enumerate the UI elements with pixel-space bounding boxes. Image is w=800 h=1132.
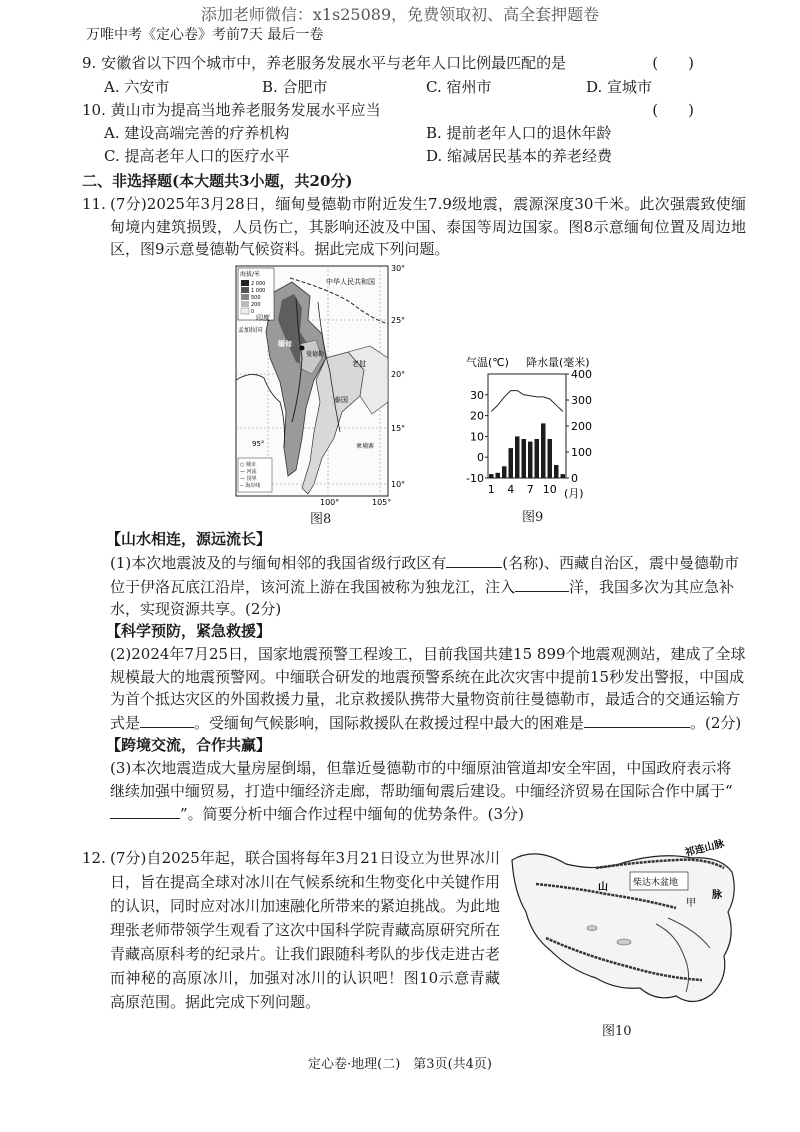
precipitation-bar [554,465,559,478]
right-axis-tick-label: 400 [571,368,592,381]
question-12-text: (7分)自2025年起，联合国将每年3月21日设立为世界冰川日，旨在提高全球对冰川在气候系统和生物变化中关键作用的认识，同时应对冰川加速融化所带来的紧迫挑战。为此地理张老师带领学生观看了这次中国科学院青藏高原研究所在青藏高原科考的纪录片。让我们跟随科考队的步伐走进古老而神秘的高原冰川，加强对冰川的认识吧！图10示意青藏高原范围。据此完成下列问题。 [110,849,501,1011]
figure-8-caption: 图8 [310,512,332,527]
part-2-text-c: 。(2分) [690,713,742,732]
label-myanmar: 缅甸 [278,340,292,348]
precipitation-bar [541,423,546,478]
part-2-text-b: 。受缅甸气候影响，国际救援队在救援过程中最大的困难是 [194,713,585,732]
part-1-header: 【山水相连，源远流长】 [106,530,272,548]
option-a: A. 六安市 [104,78,170,96]
precipitation-bar [509,448,514,478]
label-cambodia: 柬埔寨 [356,443,375,450]
part-2-text [110,643,746,734]
answer-blank[interactable] [140,711,194,728]
question-10 [82,99,752,121]
exam-header: 万唯中考《定心卷》考前7天 最后一卷 [86,27,324,43]
legend-title: 海拔/米 [240,271,261,278]
precipitation-bar [528,442,533,478]
right-axis-label: 降水量(毫米) [526,356,590,369]
latitude-label: 10° [391,480,406,489]
latitude-label: 30° [391,264,406,273]
watermark-text: 添加老师微信：x1s25089，免费领取初、高全套押题卷 [200,5,600,24]
latitude-label: 15° [391,424,406,433]
option-a: A. 建设高端完善的疗养机构 [104,124,290,142]
option-b: B. 合肥市 [262,78,328,96]
question-11-intro: (7分)2025年3月28日，缅甸曼德勒市附近发生7.9级地震，震源深度30千米。此次强震致使缅甸境内建筑损毁，人员伤亡，其影响还波及中国、泰国等周边国家。图8示意缅甸位置及周边地区，图9示意曼德勒气候资料。据此完成下列问题。 [110,195,746,258]
x-axis-tick-label: 1 [487,483,495,496]
question-9-number: 9. [82,54,97,72]
part-2-text-a: (2)2024年7月25日，国家地震预警工程竣工，目前我国共建15 899个地震观测站，建成了全球规模最大的地震预警网。中缅联合研发的地震预警系统在此次灾害中提前15秒发出警报，中国成为首个抵达灾区的外国救援力量，北京救援队携带大量物资前往曼德勒市，最适合的交通运输方式是 [110,645,746,732]
left-axis-tick-label: 10 [470,430,484,444]
precipitation-bar [489,474,494,478]
latitude-label: 25° [391,316,406,325]
legend-item: — 河流 [240,469,257,475]
option-d: D. 宣城市 [586,78,653,96]
label-china: 中华人民共和国 [326,278,375,286]
left-axis-tick-label: 0 [477,451,484,465]
legend-level: 200 [251,302,261,308]
label-india: 印度 [256,314,270,322]
part-3-text [110,757,746,826]
legend-item: — 国界 [240,476,257,482]
part-3-text-a: (3)本次地震造成大量房屋倒塌，但靠近曼德勒市的中缅原油管道却安全牢固，中国政府表示将继续加强中缅贸易，打造中缅经济走廊，帮助缅甸震后建设。中缅经济贸易在国际合作中属于“ [110,759,733,800]
answer-blank[interactable] [584,711,690,728]
label-qaidam-basin: 柴达木盆地 [633,878,679,888]
section-header: 二、非选择题(本大题共3小题，共20分) [82,172,353,190]
part-1-text [110,551,746,621]
figure-10-plateau-map [506,838,744,1018]
longitude-label: 105° [372,498,392,506]
question-10-number: 10. [82,101,106,119]
answer-blank[interactable] [515,575,569,592]
label-bangladesh: 孟加拉国 [238,327,263,334]
precipitation-bar [515,436,520,478]
precipitation-bar [561,474,566,478]
part-1-text-c: 洋，我国多次为其应急补水，实现资源共享。(2分) [110,577,735,618]
question-11-number: 11. [82,195,106,213]
x-axis-unit: (月) [564,487,584,500]
option-c: C. 宿州市 [426,78,492,96]
plot-frame [488,374,566,478]
longitude-label: 100° [320,498,340,506]
question-9-options [104,76,744,98]
legend-level: 2 000 [251,281,266,287]
option-b: B. 提前老年人口的退休年龄 [426,124,612,142]
answer-paren: ( ) [652,54,694,72]
question-10-options-row2 [104,145,744,167]
left-axis-tick-label: 20 [470,409,484,423]
option-c: C. 提高老年人口的医疗水平 [104,147,290,165]
label-jia: 甲 [686,898,696,909]
label-qilian-mountains: 祁连山脉 [684,838,726,859]
x-axis-tick-label: 7 [526,483,534,496]
left-axis-label: 气温(℃) [466,356,509,369]
answer-blank[interactable] [110,802,180,819]
precipitation-bar [548,439,553,478]
part-1-text-b: (名称)、西藏自治区，震中曼德勒市位于伊洛瓦底江沿岸，该河流上游在我国被称为独龙江，注入 [110,554,739,596]
question-9 [82,52,752,74]
page-footer: 定心卷·地理(二) 第3页(共4页) [308,1057,492,1072]
part-3-text-b: ”。简要分析中缅合作过程中缅甸的优势条件。(3分) [180,805,524,823]
precipitation-bar [522,439,527,478]
part-1-text-a: (1)本次地震波及的与缅甸相邻的我国省级行政区有 [110,554,447,572]
figure-9-caption: 图9 [522,510,544,525]
label-range: 脉 [712,890,722,901]
left-axis-tick-label: 30 [470,388,484,402]
right-axis-tick-label: 200 [571,420,592,433]
longitude-label: 95° [252,440,265,448]
answer-blank[interactable] [446,551,502,568]
left-axis-tick-label: -10 [466,472,484,485]
x-axis-tick-label: 10 [542,483,557,496]
temperature-line [491,391,563,412]
question-10-stem: 黄山市为提高当地养老服务发展水平应当 [110,101,381,119]
label-thailand: 泰国 [334,396,348,404]
right-axis-tick-label: 100 [571,446,592,459]
question-12-number: 12. [82,849,106,867]
legend-level: 500 [251,295,261,301]
legend-item: -- 海岸线 [240,483,261,489]
question-9-stem: 安徽省以下四个城市中，养老服务发展水平与老年人口比例最匹配的是 [101,54,567,72]
label-mountain: 山 [598,882,608,893]
x-axis-tick-label: 4 [507,483,515,496]
option-d: D. 缩减居民基本的养老经费 [426,147,613,165]
precipitation-bar [535,439,540,478]
label-laos: 老挝 [352,360,366,368]
figure-8-map [230,262,418,506]
legend-level: 1 000 [251,288,266,294]
part-3-header: 【跨境交流，合作共赢】 [106,736,272,754]
part-2-header: 【科学预防，紧急救援】 [106,622,272,640]
precipitation-bar [502,466,507,478]
latitude-label: 20° [391,370,406,379]
label-mandalay: 曼德勒 [306,351,325,358]
legend-item: ○ 城市 [240,462,256,468]
right-axis-tick-label: 0 [571,472,578,485]
figure-9-climate-chart [460,352,620,502]
right-axis-tick-label: 300 [571,394,592,407]
precipitation-bar [496,473,501,478]
question-10-options-row1 [104,122,744,144]
legend-level: 0 [251,309,255,315]
figure-10-caption: 图10 [602,1024,632,1039]
answer-paren: ( ) [652,101,694,119]
